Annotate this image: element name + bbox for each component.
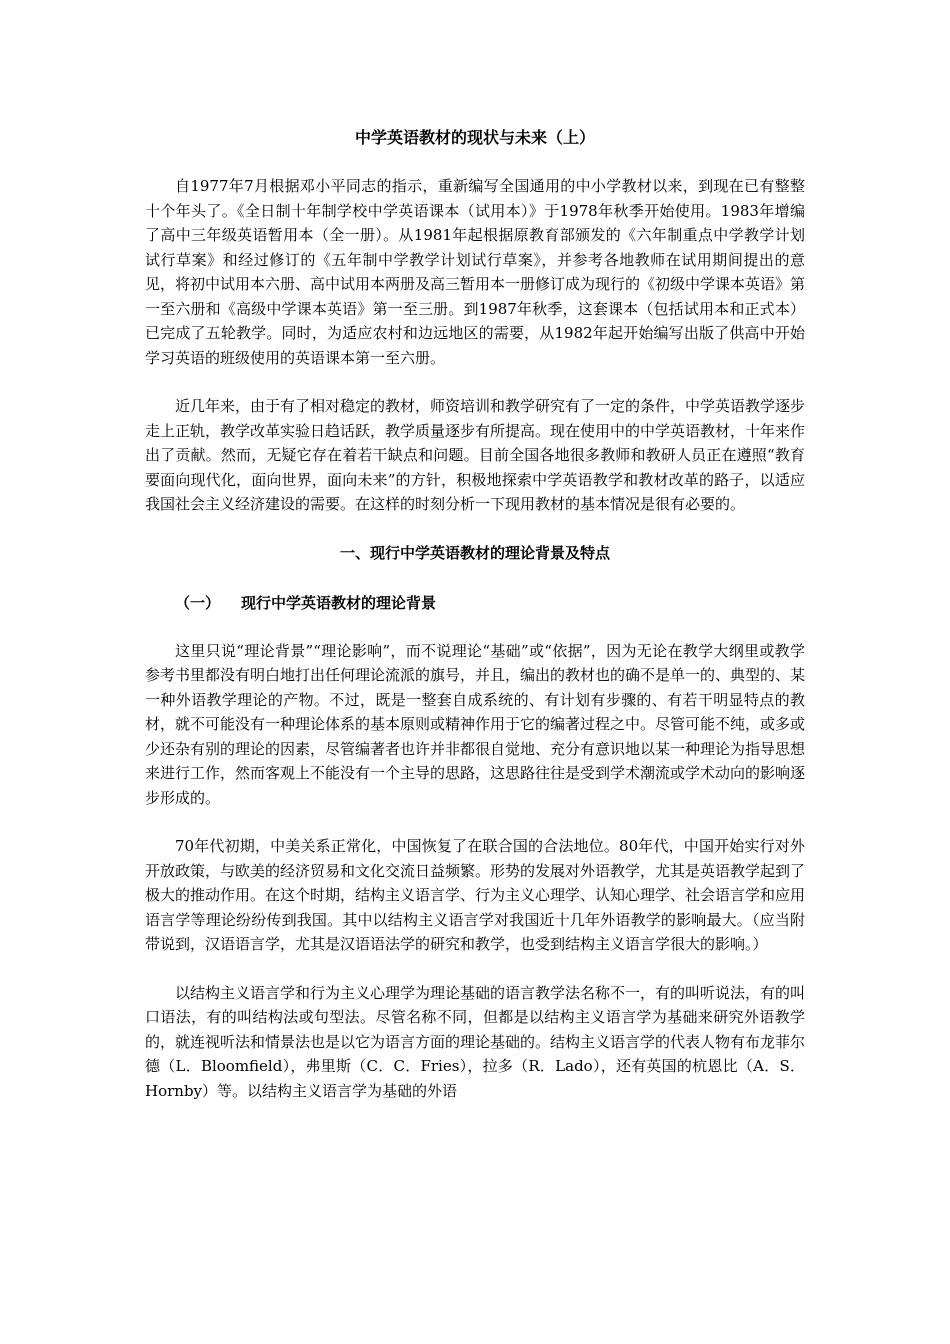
section-paragraph-2: 70年代初期，中美关系正常化，中国恢复了在联合国的合法地位。80年代，中国开始实行对外开放政策，与欧美的经济贸易和文化交流日益频繁。形势的发展对外语教学，尤其是英语教学起到了极大的推动作用。在这个时期，结构主义语言学、行为主义心理学、认知心理学、社会语言学和应用语言学等理论纷纷传到我国。其中以结构主义语言学对我国近十几年外语教学的影响最大。（应当附带说到，汉语语言学，尤其是汉语语法学的研究和教学，也受到结构主义语言学很大的影响。） [145, 837, 806, 953]
intro-paragraph-2: 近几年来，由于有了相对稳定的教材，师资培训和教学研究有了一定的条件，中学英语教学逐步走上正轨，教学改革实验日趋话跃，教学质量逐步有所提高。现在使用中的中学英语教材，十年来作出了贡献。然而，无疑它存在着若干缺点和问题。目前全国各地很多教师和教研人员正在遵照“教育要面向现代化，面向世界，面向未来”的方针，积极地探索中学英语教学和教材改革的路子，以适应我国社会主义经济建设的需要。在这样的时刻分析一下现用教材的基本情况是很有必要的。 [145, 397, 806, 513]
sub-heading [145, 591, 805, 615]
paragraph-gap [145, 810, 805, 834]
sub-heading-text: 现行中学英语教材的理论背景 [241, 593, 437, 612]
paragraph-gap [145, 517, 805, 541]
paragraph-gap [145, 957, 805, 981]
section-paragraph-3: 以结构主义语言学和行为主义心理学为理论基础的语言教学法名称不一，有的叫听说法，有的叫口语法，有的叫结构法或句型法。尽管名称不同，但都是以结构主义语言学为基础来研究外语教学的，就连视听法和情景法也是以它为语言方面的理论基础的。结构主义语言学的代表人物有布龙菲尔德（L．Bloomfield），弗里斯（C．C．Fries），拉多（R．Lado），还有英国的杭恩比（A．S．Hornby）等。以结构主义语言学为基础的外语 [145, 983, 806, 1100]
intro-paragraph-1: 自1977年7月根据邓小平同志的指示，重新编写全国通用的中小学教材以来，到现在已有整整十个年头了。《全日制十年制学校中学英语课本（试用本）》于1978年秋季开始使用。1983年增编了高中三年级英语暂用本（全一册）。从1981年起根据原教育部颁发的《六年制重点中学教学计划试行草案》和经过修订的《五年制中学教学计划试行草案》，并参考各地教师在试用期间提出的意见，将初中试用本六册、高中试用本两册及高三暂用本一册修订成为现行的《初级中学课本英语》第一至六册和《高级中学课本英语》第一至三册。到1987年秋季，这套课本（包括试用本和正式本）已完成了五轮教学。同时，为适应农村和边远地区的需要，从1982年起开始编写出版了供高中开始学习英语的班级使用的英语课本第一至六册。 [145, 177, 806, 367]
section-paragraph-1: 这里只说“理论背景”“理论影响”，而不说理论“基础”或“依据”，因为无论在教学大纲里或教学参考书里都没有明白地打出任何理论流派的旗号，并且，编出的教材也的确不是单一的、典型的、某一种外语教学理论的产物。不过，既是一整套自成系统的、有计划有步骤的、有若干明显特点的教材，就不可能没有一种理论体系的基本原则或精神作用于它的编著过程之中。尽管可能不纯，或多或少还杂有别的理论的因素，尽管编著者也许并非都很自觉地、充分有意识地以某一种理论为指导思想来进行工作，然而客观上不能没有一个主导的思路，这思路往往是受到学术潮流或学术动向的影响逐步形成的。 [145, 641, 806, 807]
document-page [145, 126, 805, 1103]
document-title: 中学英语教材的现状与未来（上） [354, 128, 595, 147]
sub-heading-number: （一） [175, 593, 221, 612]
section-heading: 一、现行中学英语教材的理论背景及特点 [339, 543, 610, 562]
paragraph-gap [145, 370, 805, 394]
